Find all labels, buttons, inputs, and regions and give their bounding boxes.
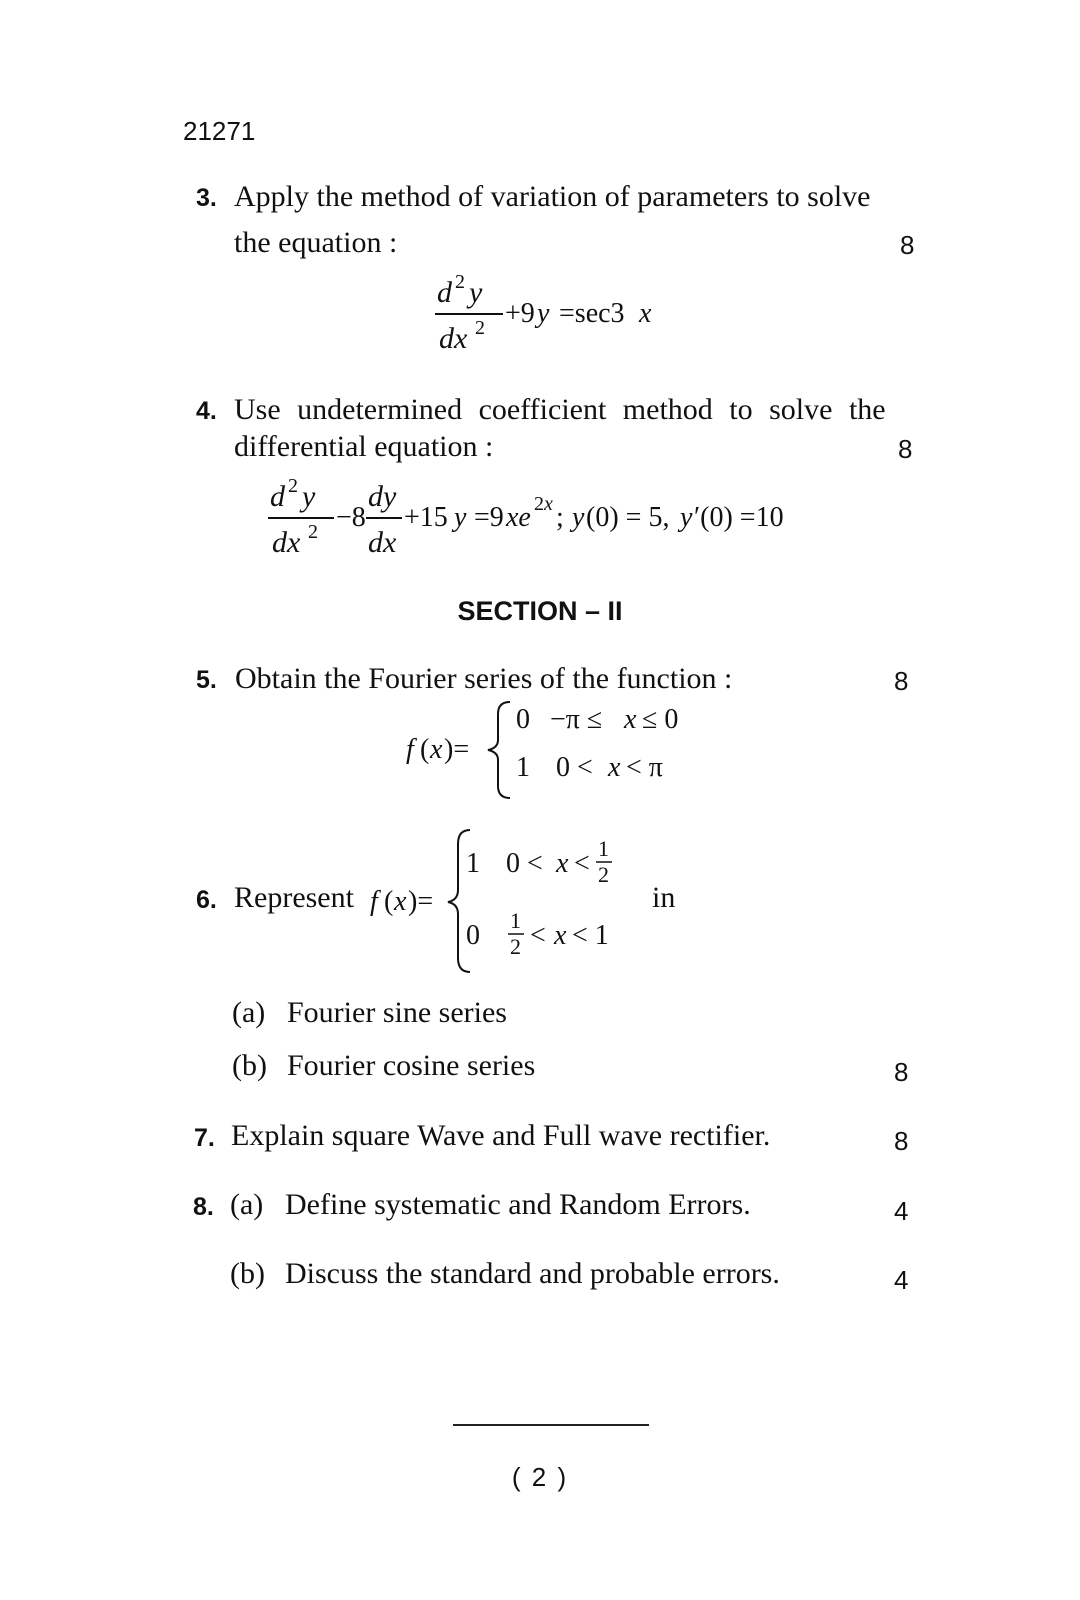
svg-text:+15: +15 [404,502,448,533]
svg-text:′(0) =10: ′(0) =10 [694,502,784,533]
q3-line1: Apply the method of variation of parameters to solve [234,180,871,213]
svg-text:x: x [556,848,569,879]
q8-number: 8. [193,1193,214,1221]
svg-text:dx: dx [368,526,397,559]
svg-text:x: x [394,886,407,917]
svg-text:−π ≤: −π ≤ [550,704,603,735]
q6-part-a-label: (a) [232,996,266,1029]
q6-part-a-text: Fourier sine series [287,996,507,1029]
svg-text:x: x [554,920,567,951]
svg-text:)=: )= [444,734,470,765]
svg-text:x: x [544,493,553,515]
svg-text:f: f [370,886,378,917]
q4-line1: Use undetermined coefficient method to solve the [234,393,886,426]
q4-equation [262,472,842,577]
q5-equation [398,696,718,811]
q4-number: 4. [196,397,217,425]
svg-text:d: d [437,276,452,309]
q4-line2: differential equation : [234,430,494,463]
q7-text: Explain square Wave and Full wave rectifier. [231,1119,771,1152]
svg-text:=9: =9 [474,502,504,533]
svg-text:y: y [454,502,467,533]
svg-text:;: ; [556,502,564,533]
svg-text:(0) = 5,: (0) = 5, [586,502,670,533]
svg-text:1: 1 [466,848,480,879]
q8-part-a-label: (a) [230,1188,264,1221]
svg-text:y: y [469,276,483,309]
q5-marks: 8 [894,666,909,696]
q4-marks: 8 [898,434,913,464]
svg-text:2: 2 [288,475,298,497]
svg-text:xe: xe [506,502,531,533]
svg-text:0 <: 0 < [556,752,593,783]
q6-text: Represent [234,881,354,914]
q5-text: Obtain the Fourier series of the function : [235,662,733,695]
q8-part-b-label: (b) [230,1257,265,1290]
svg-text:dx: dx [439,322,468,355]
q6-number: 6. [196,886,217,914]
svg-text:(: ( [384,886,394,917]
svg-text:dx: dx [272,526,301,559]
svg-text:2: 2 [308,521,318,543]
paper-code: 21271 [183,116,256,146]
svg-text:< 1: < 1 [572,920,609,951]
svg-text:)=: )= [408,886,434,917]
svg-text:y: y [537,298,550,329]
section-title: SECTION – II [457,596,623,626]
q8-part-a-marks: 4 [894,1196,909,1226]
q3-number: 3. [196,184,217,212]
svg-text:y: y [680,502,693,533]
q6-part-b-label: (b) [232,1049,267,1082]
svg-text:0: 0 [466,920,480,951]
svg-text:2: 2 [510,934,521,959]
q8-part-b-text: Discuss the standard and probable errors. [285,1257,780,1290]
svg-text:2: 2 [455,271,465,293]
svg-text:x: x [608,752,621,783]
svg-text:1: 1 [516,752,530,783]
svg-text:y: y [572,502,585,533]
svg-text:2: 2 [475,317,485,339]
q3-marks: 8 [900,230,915,260]
q8-part-b-marks: 4 [894,1265,909,1295]
svg-text:f: f [406,734,414,765]
svg-text:(: ( [420,734,430,765]
svg-text:x: x [639,298,652,329]
svg-text:d: d [270,480,285,513]
svg-text:y: y [302,480,316,513]
q6-marks: 8 [894,1057,909,1087]
svg-text:1: 1 [598,836,609,861]
svg-text:<: < [574,848,590,879]
svg-text:x: x [430,734,443,765]
svg-text:<: < [530,920,546,951]
q6-part-b-text: Fourier cosine series [287,1049,536,1082]
page-number: ( 2 ) [511,1462,569,1492]
svg-text:x: x [624,704,637,735]
svg-text:0 <: 0 < [506,848,543,879]
svg-text:2: 2 [598,862,609,887]
svg-text:1: 1 [510,908,521,933]
svg-text:−8: −8 [336,502,366,533]
q3-line2: the equation : [234,226,398,259]
svg-text:=sec3: =sec3 [559,298,625,329]
svg-text:0: 0 [516,704,530,735]
svg-text:≤ 0: ≤ 0 [642,704,679,735]
svg-text:< π: < π [626,752,663,783]
q6-suffix: in [652,881,676,914]
q6-equation [362,826,632,981]
svg-text:2: 2 [534,493,544,515]
q7-number: 7. [194,1124,215,1152]
q7-marks: 8 [894,1126,909,1156]
q3-equation [425,268,685,373]
q5-number: 5. [196,666,217,694]
svg-text:dy: dy [368,480,397,513]
footer-divider [453,1424,649,1426]
svg-text:+9: +9 [505,298,535,329]
q8-part-a-text: Define systematic and Random Errors. [285,1188,751,1221]
